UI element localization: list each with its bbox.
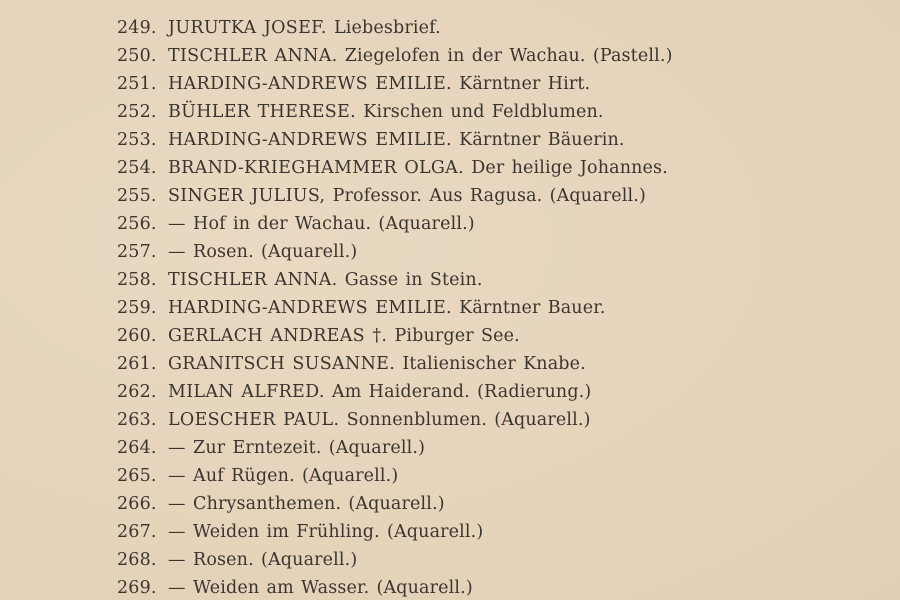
catalog-entry — [117, 406, 673, 434]
entry-number: 260. — [117, 326, 157, 346]
entry-artist: — — [168, 438, 186, 458]
catalog-entry — [117, 210, 673, 238]
catalog-entry — [117, 42, 673, 70]
entry-number: 250. — [117, 46, 157, 66]
entry-number: 267. — [117, 522, 157, 542]
entry-number: 261. — [117, 354, 157, 374]
catalog-entry — [117, 350, 673, 378]
entry-title: Liebesbrief. — [333, 18, 441, 38]
entry-title: Kärntner Bauer. — [459, 298, 606, 318]
entry-number: 252. — [117, 102, 157, 122]
entry-title: Weiden am Wasser. (Aquarell.) — [193, 578, 473, 598]
entry-artist: — — [168, 242, 186, 262]
catalog-entry — [117, 574, 673, 600]
entry-title: Chrysanthemen. (Aquarell.) — [193, 494, 445, 514]
entry-title: Kärntner Bäuerin. — [459, 130, 625, 150]
entry-title: Rosen. (Aquarell.) — [193, 550, 358, 570]
catalog-entry — [117, 294, 673, 322]
entry-number: 264. — [117, 438, 157, 458]
catalog-entry — [117, 98, 673, 126]
entry-title: Zur Erntezeit. (Aquarell.) — [193, 438, 426, 458]
entry-artist: TISCHLER ANNA. — [168, 270, 338, 290]
entry-artist: — — [168, 578, 186, 598]
entry-number: 254. — [117, 158, 157, 178]
entry-artist: HARDING-ANDREWS EMILIE. — [168, 298, 452, 318]
entry-title: Piburger See. — [394, 326, 520, 346]
entry-artist: BÜHLER THERESE. — [168, 102, 356, 122]
entry-title: Am Haiderand. (Radierung.) — [331, 382, 592, 402]
catalog-entry — [117, 546, 673, 574]
entry-title: Kärntner Hirt. — [459, 74, 591, 94]
entry-number: 259. — [117, 298, 157, 318]
entry-number: 249. — [117, 18, 157, 38]
entry-artist: — — [168, 522, 186, 542]
entry-title: Hof in der Wachau. (Aquarell.) — [193, 214, 475, 234]
catalog-entry — [117, 238, 673, 266]
catalog-entry — [117, 434, 673, 462]
entry-artist: — — [168, 466, 186, 486]
catalog-entry — [117, 378, 673, 406]
entry-title: Ziegelofen in der Wachau. (Pastell.) — [344, 46, 673, 66]
entry-artist: HARDING-ANDREWS EMILIE. — [168, 74, 452, 94]
entry-title: Kirschen und Feldblumen. — [363, 102, 604, 122]
catalog-entry — [117, 322, 673, 350]
catalog-entry — [117, 490, 673, 518]
entry-number: 266. — [117, 494, 157, 514]
entry-artist: GERLACH ANDREAS †. — [168, 326, 388, 346]
entry-number: 257. — [117, 242, 157, 262]
entry-number: 256. — [117, 214, 157, 234]
catalog-entry-list — [117, 14, 673, 600]
entry-title: Sonnenblumen. (Aquarell.) — [346, 410, 591, 430]
entry-artist: — — [168, 214, 186, 234]
entry-artist: — — [168, 550, 186, 570]
entry-title: Der heilige Johannes. — [471, 158, 668, 178]
entry-title: Auf Rügen. (Aquarell.) — [193, 466, 399, 486]
catalog-entry — [117, 14, 673, 42]
entry-title: Rosen. (Aquarell.) — [193, 242, 358, 262]
entry-number: 268. — [117, 550, 157, 570]
entry-artist: BRAND-KRIEGHAMMER OLGA. — [168, 158, 464, 178]
entry-number: 263. — [117, 410, 157, 430]
entry-title: Weiden im Frühling. (Aquarell.) — [193, 522, 484, 542]
entry-artist: MILAN ALFRED. — [168, 382, 325, 402]
entry-artist: HARDING-ANDREWS EMILIE. — [168, 130, 452, 150]
entry-number: 265. — [117, 466, 157, 486]
catalog-entry — [117, 518, 673, 546]
entry-number: 251. — [117, 74, 157, 94]
entry-number: 258. — [117, 270, 157, 290]
entry-artist: GRANITSCH SUSANNE. — [168, 354, 396, 374]
catalog-entry — [117, 182, 673, 210]
entry-artist: — — [168, 494, 186, 514]
entry-artist: SINGER JULIUS, — [168, 186, 326, 206]
entry-number: 269. — [117, 578, 157, 598]
entry-artist: TISCHLER ANNA. — [168, 46, 338, 66]
entry-number: 255. — [117, 186, 157, 206]
catalog-entry — [117, 266, 673, 294]
entry-title: Italienischer Knabe. — [402, 354, 586, 374]
entry-artist: JURUTKA JOSEF. — [168, 18, 327, 38]
catalog-entry — [117, 462, 673, 490]
catalog-entry — [117, 70, 673, 98]
entry-title: Professor. Aus Ragusa. (Aquarell.) — [332, 186, 646, 206]
entry-title: Gasse in Stein. — [344, 270, 483, 290]
catalog-entry — [117, 154, 673, 182]
entry-artist: LOESCHER PAUL. — [168, 410, 340, 430]
entry-number: 253. — [117, 130, 157, 150]
entry-number: 262. — [117, 382, 157, 402]
catalog-entry — [117, 126, 673, 154]
